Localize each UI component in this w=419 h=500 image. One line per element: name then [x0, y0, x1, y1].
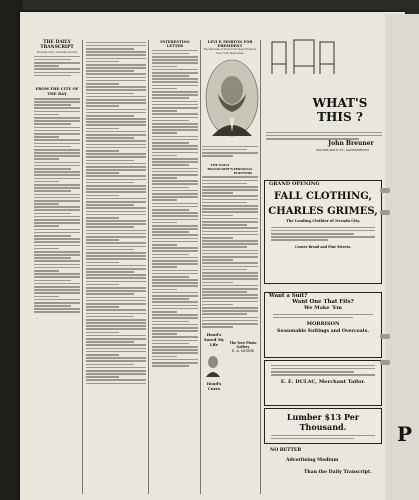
binding-clip: [380, 360, 390, 365]
morrison-ad: [264, 292, 382, 358]
grand-opening: GRAND OPENING: [269, 181, 320, 187]
masthead-title: THE DAILY TRANSCRIPT: [40, 40, 74, 50]
column-4: [182, 40, 258, 494]
grimes-ad: [264, 180, 382, 284]
makes-em: We Make 'Em: [304, 305, 342, 311]
ads-column: [264, 36, 402, 494]
photo-gallery-heading: The New Photo Gallery: [229, 340, 257, 349]
masthead-subtitle: Nevada City, Nevada County: [36, 50, 78, 54]
portrait-illustration: [204, 58, 260, 140]
binding-clip: [380, 210, 390, 215]
want-fits: Want One That Fits?: [292, 299, 354, 305]
column-2: [86, 40, 146, 494]
whats-this-ad: WHAT'S THIS ?: [312, 96, 368, 124]
transcript-telegrams-heading: THE DAILY TRANSCRIPT'S: [207, 162, 233, 171]
next-page-letters: P: [397, 422, 413, 446]
dulac-name: E. E. DULAC, Merchant Tailor.: [280, 379, 366, 386]
breuner-address: 604-606-608 K ST., SACRAMENTO: [316, 148, 370, 152]
grimes-name: CHARLES GRIMES,: [268, 206, 378, 217]
lumber-price: Lumber $13 Per Thousand.: [286, 412, 360, 432]
hoods-cures-heading: Hood's Cures: [206, 380, 222, 391]
next-page-edge: [385, 14, 419, 500]
photo-gallery-name: E. A. MOORE: [232, 348, 254, 353]
morton-heading: LEVI P. MORTON FOR PRESIDENT: [207, 40, 253, 48]
than-transcript: Than the Daily Transcript.: [304, 470, 372, 475]
binding-clip: [380, 334, 390, 339]
morrison-name: MORRISON: [306, 320, 340, 327]
chair-illustration: [268, 36, 340, 76]
hoods-portrait: [204, 353, 222, 377]
fall-clothing: FALL CLOTHING,: [274, 191, 372, 202]
column-1: [34, 40, 80, 494]
interesting-letter-heading: INTERESTING LETTER: [160, 40, 190, 48]
advertising-medium: Advertising Medium: [286, 458, 339, 463]
grimes-corner: Corner Broad and Pine Streets.: [294, 244, 352, 249]
lumber-ad: [264, 408, 382, 444]
personal-pointers-heading: PERSONAL POINTERS: [233, 166, 253, 175]
city-news-heading: FROM THE CITY OF THE BAY: [35, 86, 79, 97]
dulac-ad: [264, 360, 382, 406]
no-better: NO BETTER: [270, 448, 302, 453]
seasonable-suitings: Seasonable Suitings and Overcoats.: [277, 328, 369, 334]
newspaper-page: [20, 12, 405, 500]
breuner-name: John Breuner: [328, 140, 374, 147]
binding-spine: [0, 0, 22, 500]
hoods-saved-heading: Hood's Saved My Life: [203, 331, 225, 347]
binding-clip: [380, 188, 390, 193]
want-suit: Want a Suit?: [269, 293, 308, 299]
morton-subheading: Republicans of New York State Endorse New York Statesman: [203, 48, 257, 55]
grimes-subtitle: The Leading Clothier of Nevada City.: [286, 219, 360, 223]
